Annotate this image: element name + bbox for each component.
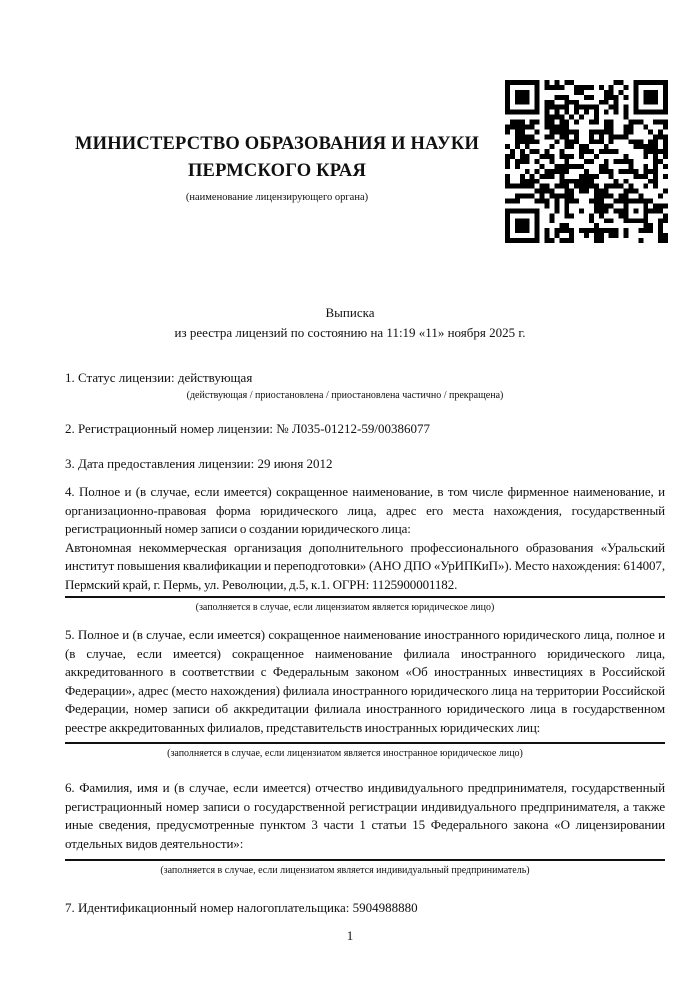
field-license-status	[65, 369, 665, 402]
qr-code-icon	[505, 80, 668, 243]
legal-entity-fill-area	[65, 483, 665, 598]
document-title: Выписка	[325, 305, 375, 320]
license-status-text: 1. Статус лицензии: действующая	[65, 370, 253, 385]
license-status-options-caption: (действующая / приостановлена / приостановлена частично / прекращена)	[186, 390, 504, 401]
field-individual-entrepreneur	[65, 779, 665, 877]
document-title-block	[65, 303, 635, 342]
foreign-entity-fill-area	[65, 626, 665, 744]
field-registration-number	[65, 420, 665, 437]
page-number: 1	[346, 928, 354, 943]
grant-date-text: 3. Дата предоставления лицензии: 29 июня 2012	[65, 456, 333, 471]
legal-entity-intro: 4. Полное и (в случае, если имеется) сокращенное наименование, в том числе фирменное наименование, и организационно-правовая форма юридического лица, адрес его места нахождения, государственный регистрационный номер записи о создании юридического лица:	[65, 484, 665, 536]
legal-entity-caption: (заполняется в случае, если лицензиатом является юридическое лицо)	[195, 602, 495, 613]
extract-date-line: из реестра лицензий по состоянию на 11:19 «11» ноября 2025 г.	[174, 324, 526, 340]
individual-fill-area	[65, 779, 665, 861]
field-legal-entity	[65, 483, 665, 614]
legal-entity-value: Автономная некоммерческая организация дополнительного профессионального образования «Уральский институт повышения квалификации и переподготовки» (АНО ДПО «УрИПКиП»). Место нахождения: 614007, Пермский край, г. Пермь, ул. Революции, д.5, к.1. ОГРН: 1125900001182.	[65, 539, 665, 592]
ministry-name-line1: МИНИСТЕРСТВО ОБРАЗОВАНИЯ И НАУКИ	[74, 134, 480, 154]
foreign-entity-caption: (заполняется в случае, если лицензиатом является иностранное юридическое лицо)	[167, 748, 523, 759]
ministry-header	[65, 131, 489, 203]
ministry-caption: (наименование лицензирующего органа)	[185, 192, 369, 203]
taxpayer-number-text: 7. Идентификационный номер налогоплательщика: 5904988880	[65, 900, 418, 915]
field-grant-date	[65, 455, 665, 472]
foreign-entity-intro: 5. Полное и (в случае, если имеется) сокращенное наименование иностранного юридического лица, полное и (в случае, если имеется) сокращенное наименование филиала иностранного юридического лица, аккредитованного в соответствии с Федеральным законом «Об иностранных инвестициях в Российской Федерации», адрес (место нахождения) филиала иностранного юридического лица на территории Российской Федерации, номер записи об аккредитации филиала иностранного юридического лица в государственном реестре аккредитованных филиалов, представительств иностранных юридических лиц:	[65, 627, 665, 735]
individual-intro: 6. Фамилия, имя и (в случае, если имеется) отчество индивидуального предпринимателя, государственный регистрационный номер записи о государственной регистрации индивидуального предпринимателя, а также иные сведения, предусмотренные пунктом 3 части 1 статьи 15 Федерального закона «О лицензировании отдельных видов деятельности»:	[65, 780, 665, 851]
ministry-name-line2: ПЕРМСКОГО КРАЯ	[187, 161, 367, 181]
registration-number-text: 2. Регистрационный номер лицензии: № Л035-01212-59/00386077	[65, 421, 431, 436]
field-taxpayer-number	[65, 899, 665, 916]
field-foreign-entity	[65, 626, 665, 760]
individual-caption: (заполняется в случае, если лицензиатом является индивидуальный предприниматель)	[160, 865, 530, 876]
